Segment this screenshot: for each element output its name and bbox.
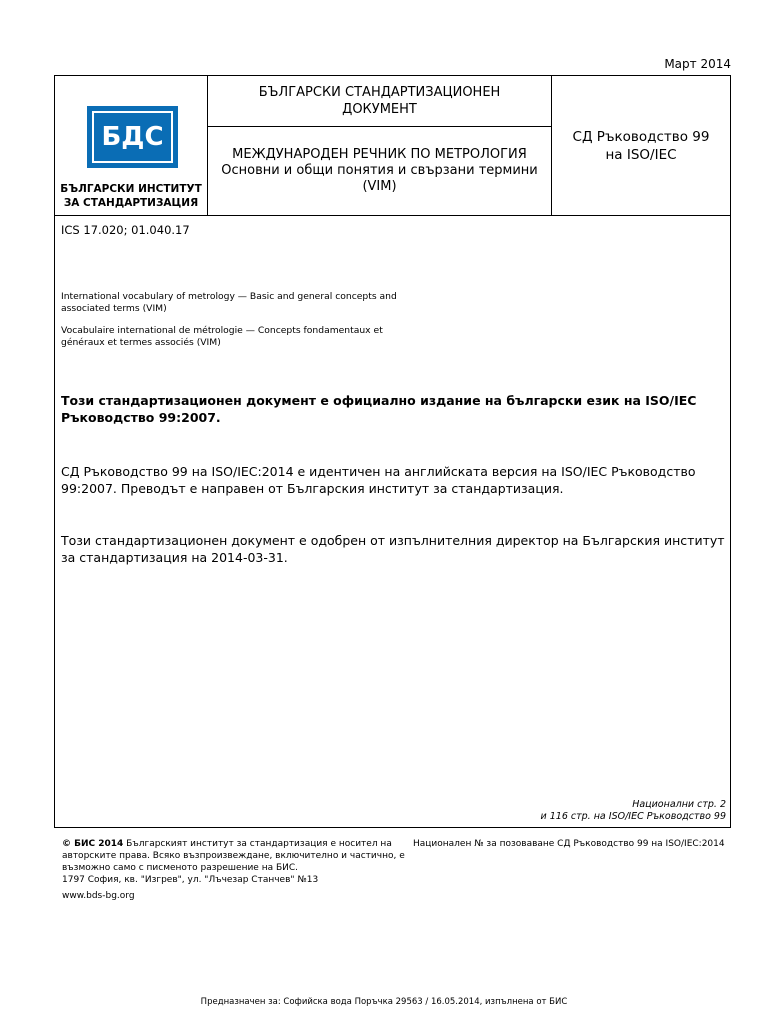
copyright-text: Българският институт за стандартизация е носител на авторските права. Всяко възпроизвеждане, включително и частично, е възможно само с писменото разрешение на БИС. bbox=[62, 839, 405, 873]
national-pages: Национални стр. 2 bbox=[632, 799, 726, 810]
logo-cell bbox=[55, 76, 208, 215]
official-edition-statement: Този стандартизационен документ е официално издание на български език на ISO/IEC Ръководство 99:2007. bbox=[61, 393, 697, 425]
copyright-mark: © БИС 2014 bbox=[62, 839, 124, 849]
document-title-sub: Основни и общи понятия и свързани термини (VIM) bbox=[221, 163, 538, 194]
english-title: International vocabulary of metrology — Basic and general concepts and associated terms (VIM) bbox=[61, 291, 397, 314]
institute-name-line-1: БЪЛГАРСКИ ИНСТИТУТ bbox=[60, 183, 202, 195]
title-cell bbox=[208, 76, 552, 215]
identical-statement: СД Ръководство 99 на ISO/IEC:2014 е идентичен на английската версия на ISO/IEC Ръководство 99:2007. Преводът е направен от Българския институт за стандартизация. bbox=[61, 464, 696, 496]
approval-statement: Този стандартизационен документ е одобрен от изпълнителния директор на Българския институт за стандартизация на 2014-03-31. bbox=[61, 533, 725, 565]
copyright-notice bbox=[62, 838, 407, 902]
institute-name-line-2: ЗА СТАНДАРТИЗАЦИЯ bbox=[63, 197, 199, 209]
document-type-cell bbox=[208, 76, 551, 127]
document-reference: СД Ръководство 99 на ISO/IEC bbox=[572, 128, 710, 163]
institute-address: 1797 София, кв. "Изгрев", ул. "Лъчезар Станчев" №13 bbox=[62, 875, 319, 885]
order-footer: Предназначен за: Софийска вода Поръчка 29563 / 16.05.2014, изпълнена от БИС bbox=[200, 997, 568, 1007]
page-count bbox=[541, 799, 726, 823]
document-type: БЪЛГАРСКИ СТАНДАРТИЗАЦИОНЕН ДОКУМЕНТ bbox=[258, 85, 501, 117]
bds-logo bbox=[87, 106, 178, 168]
ics-code: ICS 17.020; 01.040.17 bbox=[61, 223, 190, 237]
document-title-cell bbox=[208, 127, 551, 215]
institute-name bbox=[55, 182, 207, 210]
reference-cell bbox=[552, 76, 730, 215]
website-link[interactable]: www.bds-bg.org bbox=[62, 891, 135, 901]
iso-pages: и 116 стр. на ISO/IEC Ръководство 99 bbox=[540, 811, 726, 822]
document-title-main: МЕЖДУНАРОДЕН РЕЧНИК ПО МЕТРОЛОГИЯ bbox=[232, 147, 527, 162]
bds-logo-text: БДС bbox=[92, 111, 173, 163]
french-title: Vocabulaire international de métrologie — Concepts fondamentaux et généraux et termes associés (VIM) bbox=[61, 325, 383, 348]
national-reference-number: Национален № за позоваване СД Ръководство 99 на ISO/IEC:2014 bbox=[413, 839, 725, 849]
document-frame bbox=[54, 75, 731, 828]
issue-date: Март 2014 bbox=[664, 57, 731, 71]
header-table bbox=[55, 76, 730, 216]
